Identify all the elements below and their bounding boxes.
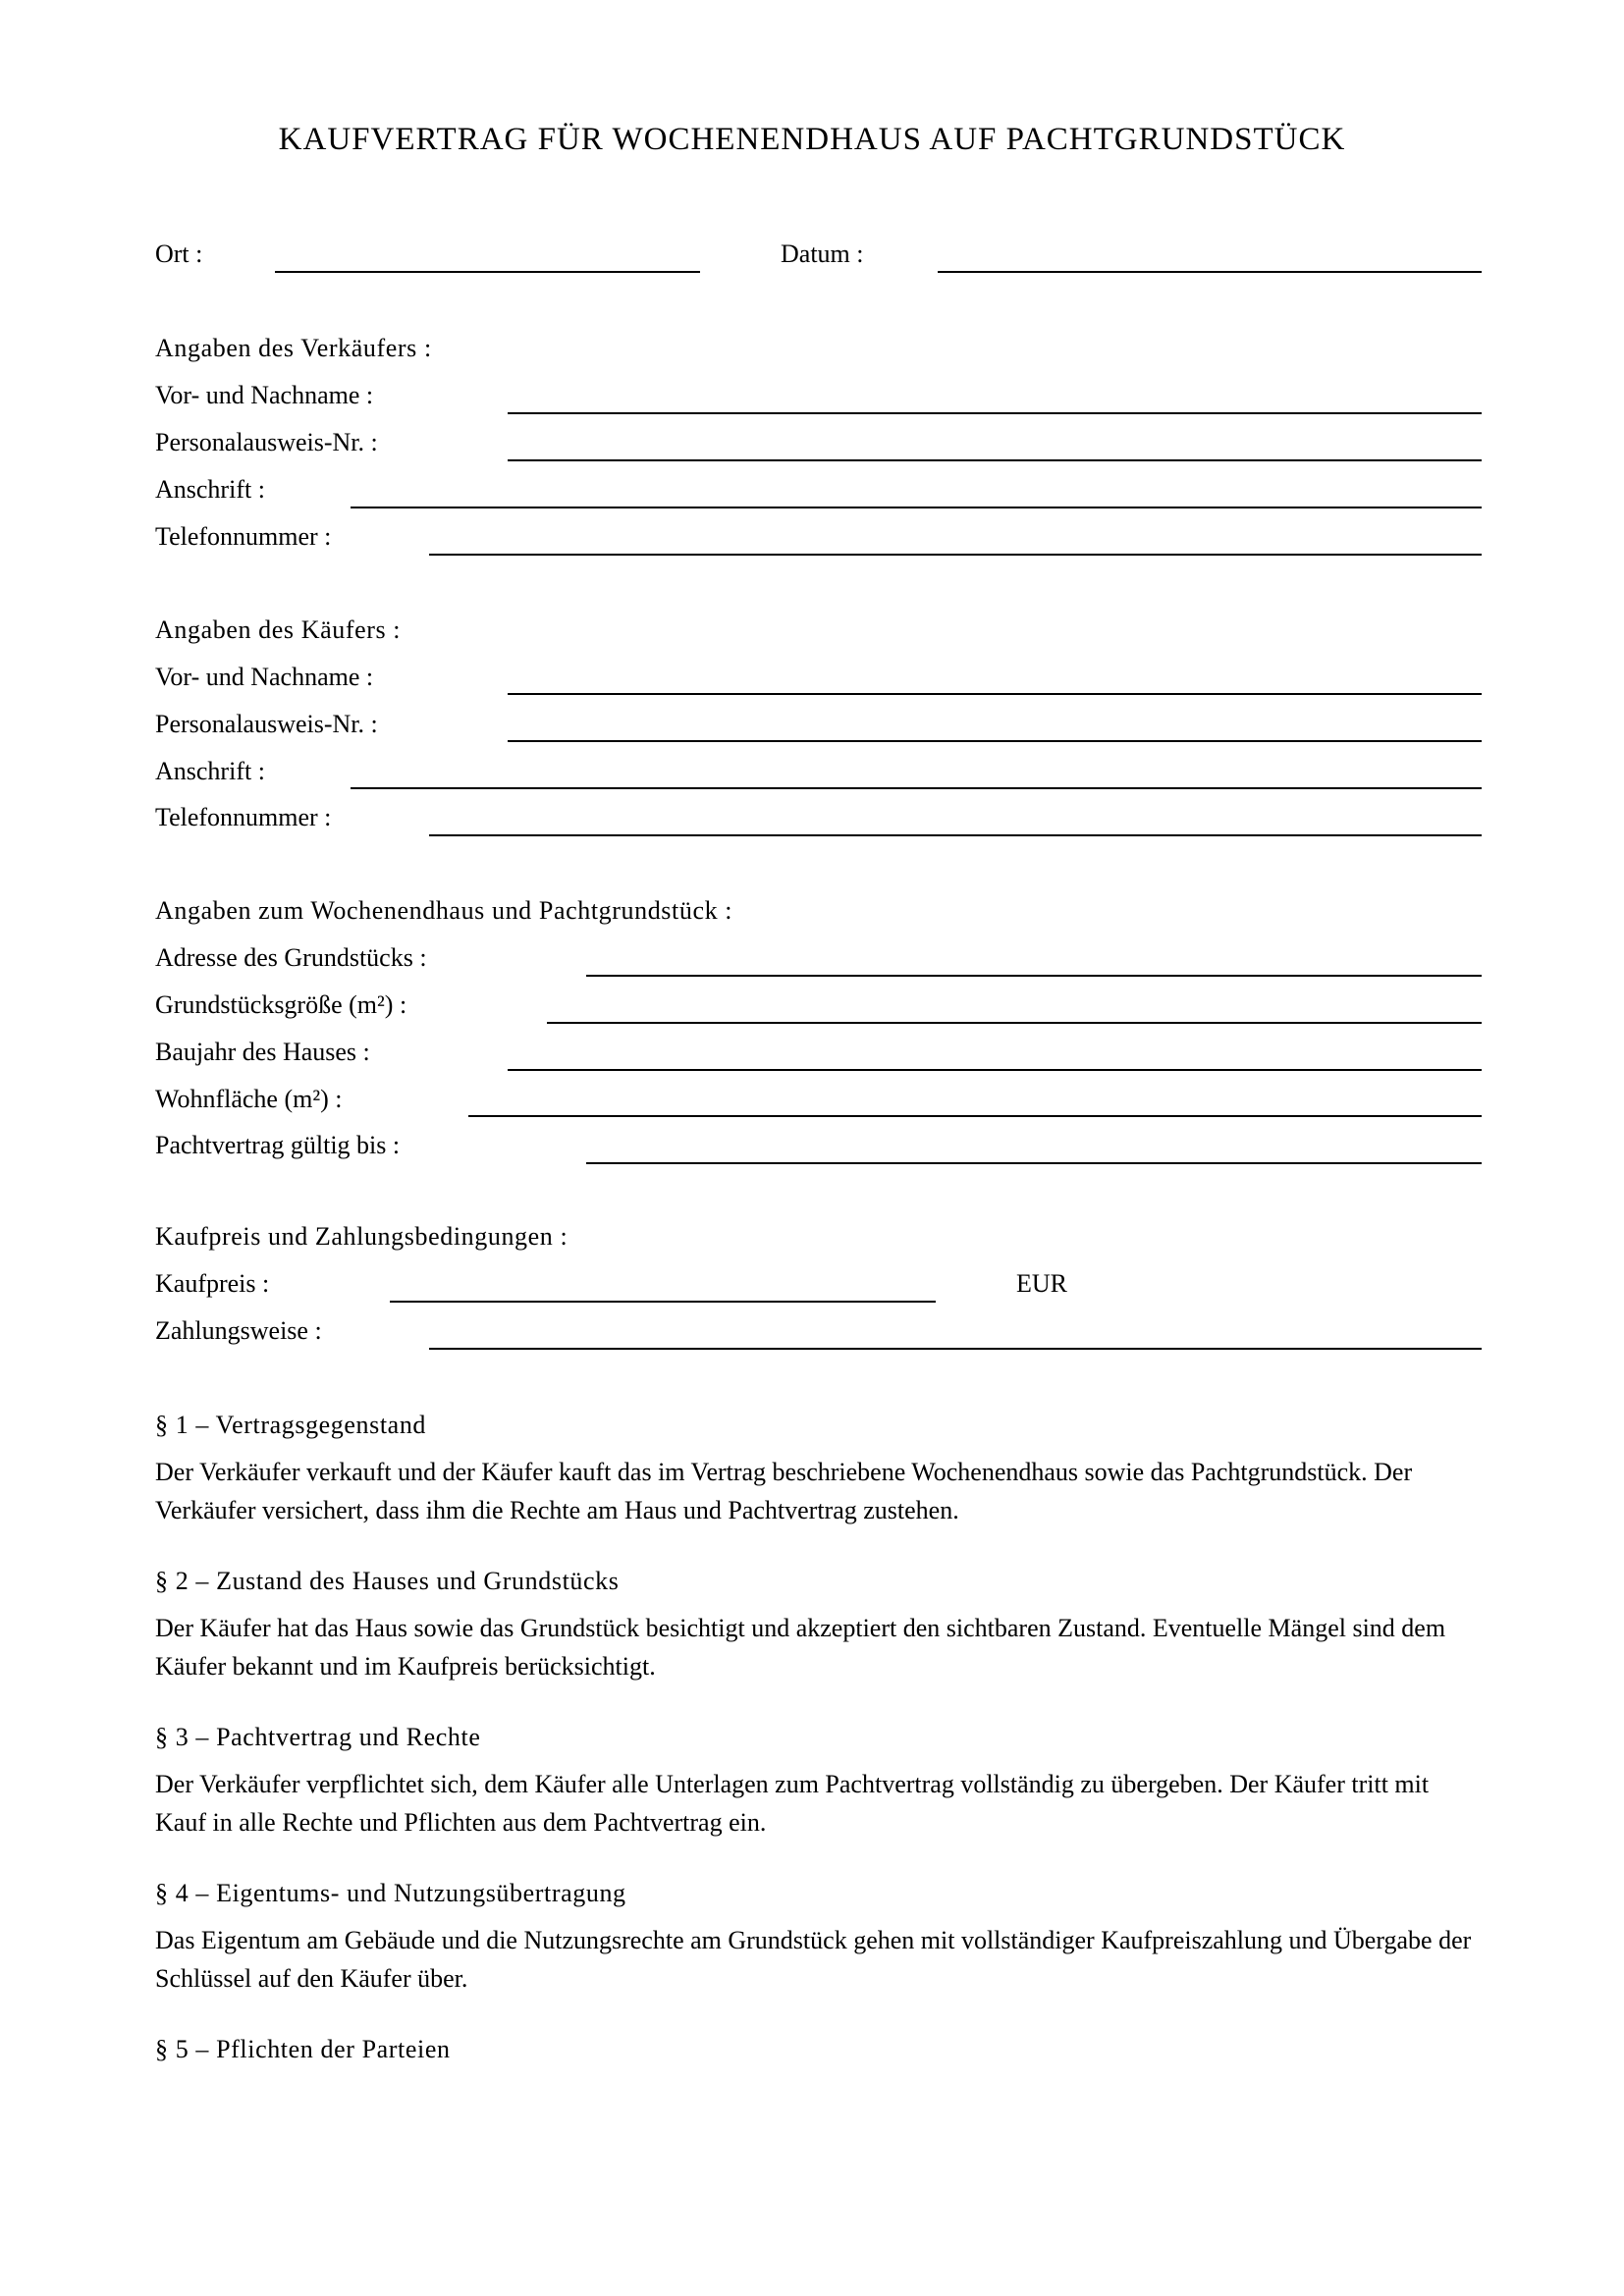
property-size-field[interactable] <box>547 1022 1482 1024</box>
payment-heading: Kaufpreis und Zahlungsbedingungen : <box>155 1222 568 1251</box>
property-area-label: Wohnfläche (m²) : <box>155 1085 343 1113</box>
section-4-heading: § 4 – Eigentums- und Nutzungsübertragung <box>155 1879 626 1907</box>
price-field[interactable] <box>390 1301 936 1303</box>
buyer-id-field[interactable] <box>508 740 1482 742</box>
section-5-heading: § 5 – Pflichten der Parteien <box>155 2035 451 2063</box>
method-label: Zahlungsweise : <box>155 1316 322 1345</box>
section-4-text: Das Eigentum am Gebäude und die Nutzungsrechte am Grundstück gehen mit vollständiger Kaufpreiszahlung und Übergabe der Schlüssel auf den Käufer über. <box>155 1926 1472 1993</box>
datum-field[interactable] <box>938 271 1482 273</box>
page-title: KAUFVERTRAG FÜR WOCHENENDHAUS AUF PACHTGRUNDSTÜCK <box>278 122 1346 157</box>
buyer-address-field[interactable] <box>351 787 1482 789</box>
buyer-address-label: Anschrift : <box>155 757 265 785</box>
property-lease-field[interactable] <box>586 1162 1482 1164</box>
property-address-label: Adresse des Grundstücks : <box>155 943 427 972</box>
seller-address-field[interactable] <box>351 507 1482 508</box>
buyer-heading: Angaben des Käufers : <box>155 615 402 644</box>
property-year-field[interactable] <box>508 1069 1482 1071</box>
property-heading: Angaben zum Wochenendhaus und Pachtgrundstück : <box>155 896 733 925</box>
seller-phone-field[interactable] <box>429 554 1482 556</box>
section-3-heading: § 3 – Pachtvertrag und Rechte <box>155 1723 481 1751</box>
seller-name-label: Vor- und Nachname : <box>155 381 374 409</box>
price-label: Kaufpreis : <box>155 1269 270 1298</box>
property-lease-label: Pachtvertrag gültig bis : <box>155 1131 401 1159</box>
section-1-heading: § 1 – Vertragsgegenstand <box>155 1411 427 1439</box>
seller-phone-label: Telefonnummer : <box>155 522 332 551</box>
ort-field[interactable] <box>275 271 700 273</box>
seller-address-label: Anschrift : <box>155 475 265 504</box>
section-1-text: Der Verkäufer verkauft und der Käufer kauft das im Vertrag beschriebene Wochenendhaus sowie das Pachtgrundstück. Der Verkäufer versichert, dass ihm die Rechte am Haus und Pachtvertrag zustehen. <box>155 1458 1413 1524</box>
property-size-label: Grundstücksgröße (m²) : <box>155 990 407 1019</box>
seller-name-field[interactable] <box>508 412 1482 414</box>
section-2-text: Der Käufer hat das Haus sowie das Grundstück besichtigt und akzeptiert den sichtbaren Zustand. Eventuelle Mängel sind dem Käufer bekannt und im Kaufpreis berücksichtigt. <box>155 1614 1446 1681</box>
buyer-id-label: Personalausweis-Nr. : <box>155 710 378 738</box>
property-area-field[interactable] <box>468 1115 1482 1117</box>
section-2-heading: § 2 – Zustand des Hauses und Grundstücks <box>155 1567 620 1595</box>
section-3-text: Der Verkäufer verpflichtet sich, dem Käufer alle Unterlagen zum Pachtvertrag vollständig zu übergeben. Der Käufer tritt mit Kauf in alle Rechte und Pflichten aus dem Pachtvertrag ein. <box>155 1770 1430 1837</box>
ort-label: Ort : <box>155 240 203 268</box>
method-field[interactable] <box>429 1348 1482 1350</box>
seller-id-label: Personalausweis-Nr. : <box>155 428 378 456</box>
seller-id-field[interactable] <box>508 459 1482 461</box>
buyer-phone-label: Telefonnummer : <box>155 803 332 831</box>
buyer-phone-field[interactable] <box>429 834 1482 836</box>
property-year-label: Baujahr des Hauses : <box>155 1038 370 1066</box>
datum-label: Datum : <box>781 240 864 268</box>
seller-heading: Angaben des Verkäufers : <box>155 334 432 362</box>
currency-label: EUR <box>1016 1269 1067 1298</box>
buyer-name-field[interactable] <box>508 693 1482 695</box>
buyer-name-label: Vor- und Nachname : <box>155 663 374 691</box>
property-address-field[interactable] <box>586 975 1482 977</box>
